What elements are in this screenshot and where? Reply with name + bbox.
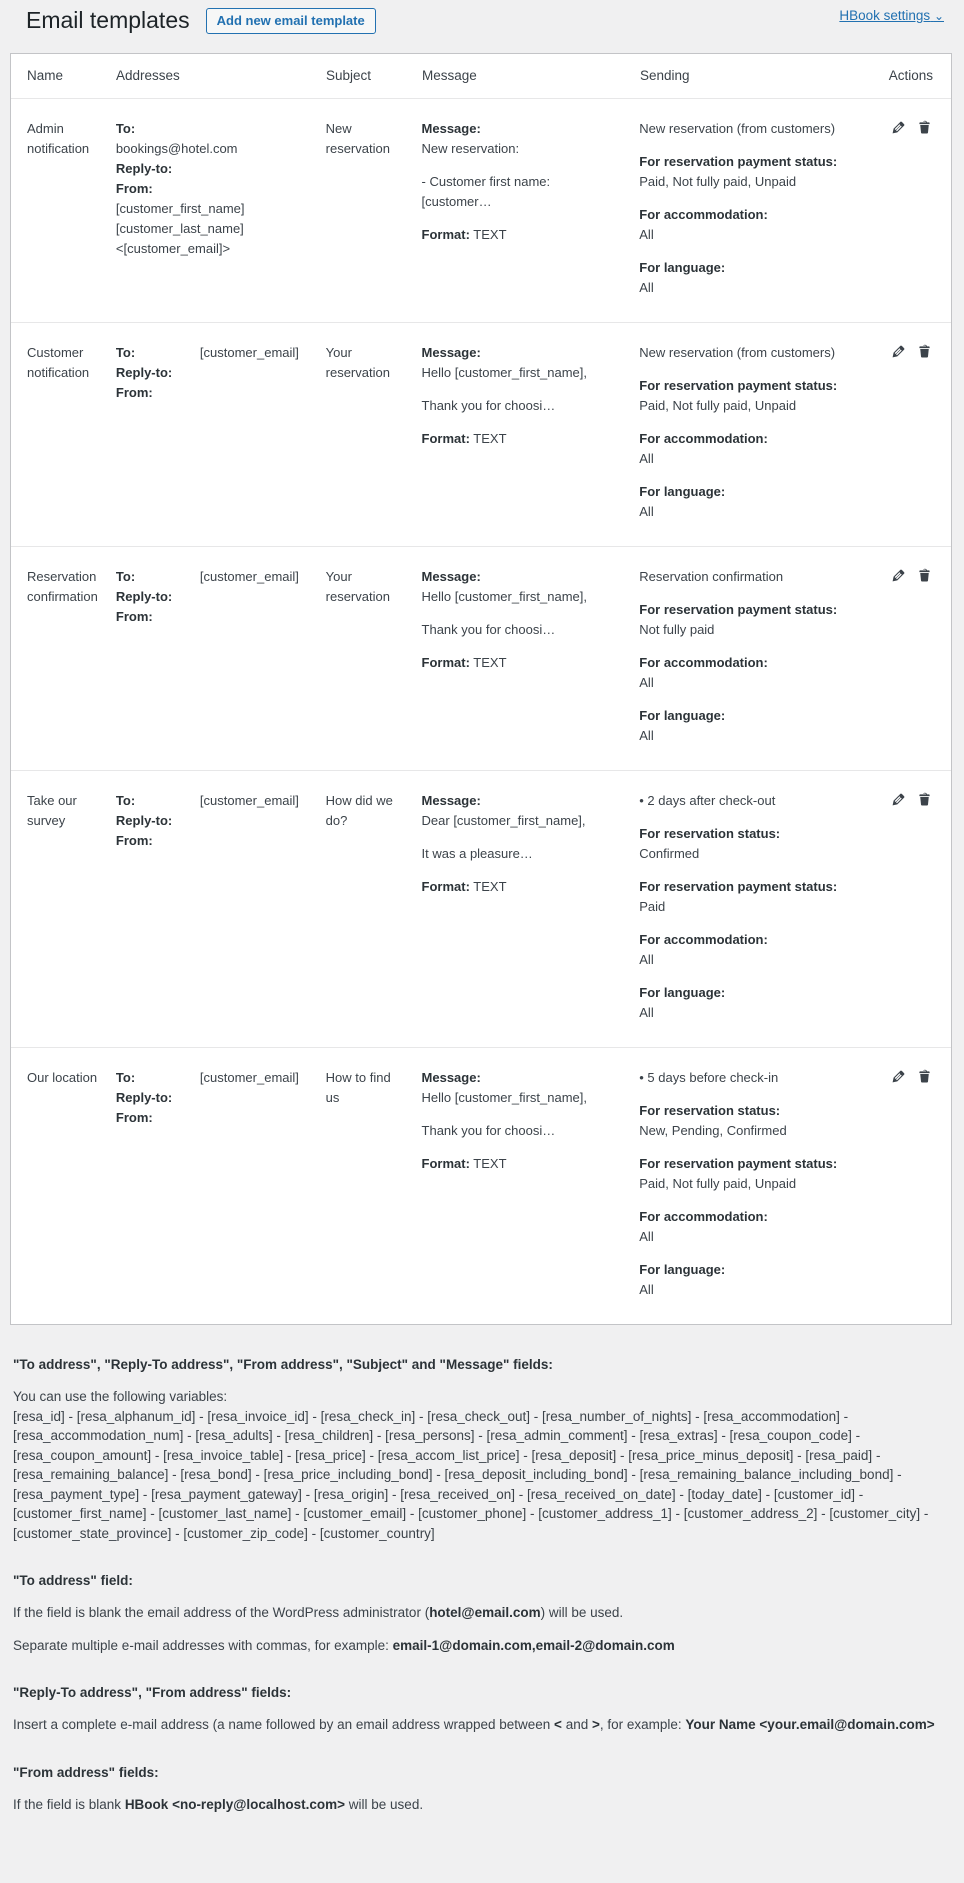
- address-field-reply_to: [116, 159, 310, 179]
- sending-condition-label: For reservation payment status:: [639, 879, 838, 894]
- sending-condition: For reservation payment status: Not fully paid: [639, 602, 838, 637]
- address-label-to: To:: [115, 793, 136, 808]
- message-intro: Message: Hello [customer_first_name],: [421, 345, 587, 380]
- sending-condition: For reservation status: New, Pending, Confirmed: [639, 1103, 787, 1138]
- column-header-sending: Sending: [640, 68, 690, 83]
- table-header-row: [11, 54, 951, 98]
- delete-button[interactable]: [916, 567, 933, 584]
- sending-condition: For accommodation: All: [639, 1209, 768, 1244]
- message-label: Message:: [421, 793, 481, 808]
- subject-cell: How did we do?: [325, 793, 393, 828]
- address-label-from: From:: [115, 609, 153, 624]
- address-field-to: [116, 343, 310, 363]
- address-field-reply_to: [116, 811, 310, 831]
- sending-condition: • 2 days after check-out: [639, 793, 776, 808]
- message-cell: [422, 567, 640, 746]
- edit-button[interactable]: [890, 1068, 907, 1085]
- format-label: Format:: [421, 655, 470, 670]
- address-field-to: [116, 119, 310, 159]
- sending-cell: [639, 567, 881, 746]
- delete-button[interactable]: [916, 791, 933, 808]
- address-label-to: To:: [115, 1070, 136, 1085]
- subject-cell: How to find us: [325, 1070, 391, 1105]
- pencil-icon: [890, 124, 907, 139]
- help-bold-text: HBook <no-reply@localhost.com>: [124, 1796, 346, 1812]
- sending-cell: [639, 119, 881, 298]
- help-heading-text: "To address" field:: [13, 1573, 133, 1588]
- message-format: Format: TEXT: [421, 227, 507, 242]
- template-name: Admin notification: [27, 121, 90, 156]
- message-excerpt: Thank you for choosi…: [421, 398, 556, 413]
- help-bold-text: Your Name <your.email@domain.com>: [685, 1717, 935, 1732]
- trash-icon: [916, 124, 933, 139]
- template-name: Our location: [27, 1070, 98, 1085]
- message-excerpt: Thank you for choosi…: [421, 622, 556, 637]
- help-paragraph: Insert a complete e-mail address (a name followed by an email address wrapped between < and >, for example: Your Name <your.email@domain.com>: [13, 1717, 935, 1732]
- address-field-from: [116, 831, 310, 851]
- help-text-section: [0, 1325, 964, 1854]
- help-bold-text: >: [591, 1717, 600, 1732]
- sending-condition-label: For language:: [639, 985, 726, 1000]
- address-value-to: [customer_email]: [199, 569, 299, 584]
- sending-condition: For reservation status: Confirmed: [639, 826, 781, 861]
- help-bold-text: <: [554, 1717, 562, 1732]
- sending-condition: New reservation (from customers): [639, 345, 836, 360]
- message-excerpt: It was a pleasure…: [421, 846, 533, 861]
- address-value-to: bookings@hotel.com: [115, 141, 238, 156]
- message-label: Message:: [421, 569, 481, 584]
- help-heading: [13, 1763, 950, 1782]
- subject-cell: New reservation: [325, 121, 390, 156]
- sending-condition: • 5 days before check-in: [639, 1070, 779, 1085]
- address-value-to: [customer_email]: [199, 793, 299, 808]
- message-cell: [422, 791, 640, 1023]
- trash-icon: [916, 348, 933, 363]
- addresses-cell: [116, 567, 326, 746]
- sending-condition-label: For accommodation:: [639, 655, 768, 670]
- help-heading: [13, 1355, 950, 1374]
- message-format: Format: TEXT: [421, 655, 507, 670]
- pencil-icon: [890, 1073, 907, 1088]
- help-paragraph: If the field is blank the email address of the WordPress administrator (hotel@email.com) will be used.: [13, 1605, 624, 1620]
- actions-cell: [881, 567, 951, 746]
- column-header-name: Name: [27, 68, 64, 83]
- sending-cell: [639, 791, 881, 1023]
- addresses-cell: [116, 791, 326, 1023]
- help-heading-text: "From address" fields:: [13, 1764, 159, 1780]
- sending-condition: For language: All: [639, 484, 726, 519]
- sending-condition: For language: All: [639, 1262, 726, 1297]
- sending-condition-label: For accommodation:: [639, 431, 768, 446]
- sending-condition-label: For language:: [639, 708, 726, 723]
- table-row: [11, 322, 951, 546]
- table-row: [11, 770, 951, 1047]
- message-cell: [422, 119, 640, 298]
- edit-button[interactable]: [890, 119, 907, 136]
- sending-condition: For reservation payment status: Paid: [639, 879, 838, 914]
- address-field-from: [116, 179, 310, 259]
- chevron-down-icon: ⌄: [933, 9, 944, 23]
- format-label: Format:: [421, 879, 470, 894]
- column-header-message: Message: [422, 68, 477, 83]
- help-heading: [13, 1683, 950, 1702]
- actions-cell: [881, 791, 951, 1023]
- address-label-from: From:: [115, 1110, 153, 1125]
- sending-condition: For accommodation: All: [639, 431, 768, 466]
- subject-cell: Your reservation: [325, 569, 390, 604]
- address-field-to: [116, 1068, 310, 1088]
- sending-condition-label: For reservation payment status:: [639, 378, 838, 393]
- sending-condition-label: For reservation status:: [639, 826, 781, 841]
- hbook-settings-label: HBook settings: [839, 8, 931, 23]
- sending-condition-label: For accommodation:: [639, 932, 768, 947]
- table-row: [11, 98, 951, 322]
- page-title: Email templates: [26, 7, 190, 33]
- address-label-from: From:: [115, 385, 153, 400]
- message-format: Format: TEXT: [421, 879, 507, 894]
- message-excerpt: - Customer first name: [customer…: [421, 174, 551, 209]
- message-format: Format: TEXT: [421, 431, 507, 446]
- column-header-addresses: Addresses: [116, 68, 180, 83]
- trash-icon: [916, 796, 933, 811]
- sending-condition: For reservation payment status: Paid, Not fully paid, Unpaid: [639, 378, 838, 413]
- address-label-reply_to: Reply-to:: [115, 365, 173, 380]
- address-label-to: To:: [115, 121, 136, 136]
- addresses-cell: [116, 343, 326, 522]
- sending-condition: New reservation (from customers): [639, 121, 836, 136]
- table-row: [11, 1047, 951, 1324]
- help-paragraph: You can use the following variables: [resa_id] - [resa_alphanum_id] - [resa_invoice_id] - [resa_check_in] - [resa_check_out] - [resa_number_of_nights] - [resa_accommodation] - [resa_accommodation_num] - [resa_adults] - [resa_children] - [resa_persons] - [resa_admin_comment] - [resa_extras] - [resa_coupon_code] - [resa_coupon_amount] - [resa_invoice_table] - [resa_price] - [resa_accom_list_price] - [resa_deposit] - [resa_price_minus_deposit] - [resa_paid] - [resa_remaining_balance] - [resa_bond] - [resa_price_including_bond] - [resa_deposit_including_bond] - [resa_remaining_balance_including_bond] - [resa_payment_type] - [resa_payment_gateway] - [resa_origin] - [resa_received_on] - [resa_received_on_date] - [today_date] - [customer_id] - [customer_first_name] - [customer_last_name] - [customer_email] - [customer_phone] - [customer_address_1] - [customer_address_2] - [customer_city] - [customer_state_province] - [customer_zip_code] - [customer_country]: [13, 1389, 929, 1541]
- sending-condition-label: For accommodation:: [639, 207, 768, 222]
- address-field-to: [116, 791, 310, 811]
- pencil-icon: [890, 572, 907, 587]
- address-field-from: [116, 1108, 310, 1128]
- message-excerpt: Thank you for choosi…: [421, 1123, 556, 1138]
- sending-condition-label: For language:: [639, 1262, 726, 1277]
- help-paragraph: If the field is blank HBook <no-reply@localhost.com> will be used.: [13, 1796, 424, 1812]
- sending-condition: For language: All: [639, 260, 726, 295]
- format-label: Format:: [421, 227, 470, 242]
- sending-condition-label: For reservation payment status:: [639, 1156, 838, 1171]
- sending-condition: For accommodation: All: [639, 932, 768, 967]
- sending-condition-label: For language:: [639, 484, 726, 499]
- top-bar: [0, 0, 964, 35]
- edit-button[interactable]: [890, 343, 907, 360]
- addresses-cell: [116, 1068, 326, 1300]
- address-field-from: [116, 607, 310, 627]
- sending-condition: For language: All: [639, 708, 726, 743]
- sending-condition: Reservation confirmation: [639, 569, 784, 584]
- address-field-to: [116, 567, 310, 587]
- help-bold-text: email-1@domain.com,email-2@domain.com: [392, 1637, 675, 1653]
- address-field-reply_to: [116, 363, 310, 383]
- address-field-reply_to: [116, 587, 310, 607]
- address-field-reply_to: [116, 1088, 310, 1108]
- address-label-to: To:: [115, 345, 136, 360]
- sending-condition: For reservation payment status: Paid, Not fully paid, Unpaid: [639, 1156, 838, 1191]
- sending-condition-label: For accommodation:: [639, 1209, 768, 1224]
- trash-icon: [916, 1073, 933, 1088]
- help-heading-text: "To address", "Reply-To address", "From address", "Subject" and "Message" fields:: [13, 1357, 553, 1372]
- sending-condition: For language: All: [639, 985, 726, 1020]
- sending-condition-label: For language:: [639, 260, 726, 275]
- edit-button[interactable]: [890, 791, 907, 808]
- message-intro: Message: New reservation:: [421, 121, 520, 156]
- address-label-to: To:: [115, 569, 136, 584]
- sending-condition-label: For reservation payment status:: [639, 154, 838, 169]
- add-new-email-template-button[interactable]: Add new email template: [206, 8, 376, 34]
- actions-cell: [881, 1068, 951, 1300]
- template-name: Reservation confirmation: [27, 569, 98, 604]
- address-label-reply_to: Reply-to:: [115, 589, 173, 604]
- address-field-from: [116, 383, 310, 403]
- message-cell: [422, 1068, 640, 1300]
- sending-condition: For accommodation: All: [639, 655, 768, 690]
- address-label-reply_to: Reply-to:: [115, 161, 173, 176]
- message-intro: Message: Dear [customer_first_name],: [421, 793, 586, 828]
- help-heading-text: "Reply-To address", "From address" fields:: [13, 1685, 292, 1700]
- delete-button[interactable]: [916, 119, 933, 136]
- delete-button[interactable]: [916, 343, 933, 360]
- sending-condition: For accommodation: All: [639, 207, 768, 242]
- message-label: Message:: [421, 121, 481, 136]
- address-value-to: [customer_email]: [199, 345, 299, 360]
- address-value-from: [customer_first_name] [customer_last_name] <[customer_email]>: [115, 201, 245, 256]
- sending-condition-label: For reservation payment status:: [639, 602, 838, 617]
- sending-condition-label: For reservation status:: [639, 1103, 781, 1118]
- subject-cell: Your reservation: [325, 345, 390, 380]
- message-cell: [422, 343, 640, 522]
- email-templates-table: [10, 53, 952, 1325]
- address-label-reply_to: Reply-to:: [115, 1090, 173, 1105]
- help-heading: [13, 1571, 950, 1590]
- address-label-from: From:: [115, 833, 153, 848]
- sending-cell: [639, 343, 881, 522]
- message-format: Format: TEXT: [421, 1156, 507, 1171]
- column-header-subject: Subject: [326, 68, 372, 83]
- pencil-icon: [890, 796, 907, 811]
- help-paragraph: Separate multiple e-mail addresses with commas, for example: email-1@domain.com,email-2@domain.com: [13, 1637, 675, 1653]
- help-bold-text: hotel@email.com: [429, 1605, 541, 1620]
- template-name: Customer notification: [27, 345, 90, 380]
- actions-cell: [881, 119, 951, 298]
- format-label: Format:: [421, 1156, 470, 1171]
- message-label: Message:: [421, 345, 481, 360]
- column-header-actions: Actions: [888, 68, 933, 83]
- sending-cell: [639, 1068, 881, 1300]
- table-row: [11, 546, 951, 770]
- delete-button[interactable]: [916, 1068, 933, 1085]
- trash-icon: [916, 572, 933, 587]
- message-intro: Message: Hello [customer_first_name],: [421, 569, 587, 604]
- message-intro: Message: Hello [customer_first_name],: [421, 1070, 587, 1105]
- address-label-reply_to: Reply-to:: [115, 813, 173, 828]
- actions-cell: [881, 343, 951, 522]
- address-value-to: [customer_email]: [199, 1070, 299, 1085]
- message-label: Message:: [421, 1070, 481, 1085]
- template-name: Take our survey: [27, 793, 77, 828]
- table-body: [11, 98, 951, 1324]
- sending-condition: For reservation payment status: Paid, Not fully paid, Unpaid: [639, 154, 838, 189]
- hbook-settings-link[interactable]: [839, 8, 944, 23]
- format-label: Format:: [421, 431, 470, 446]
- pencil-icon: [890, 348, 907, 363]
- edit-button[interactable]: [890, 567, 907, 584]
- addresses-cell: [116, 119, 326, 298]
- address-label-from: From:: [115, 181, 153, 196]
